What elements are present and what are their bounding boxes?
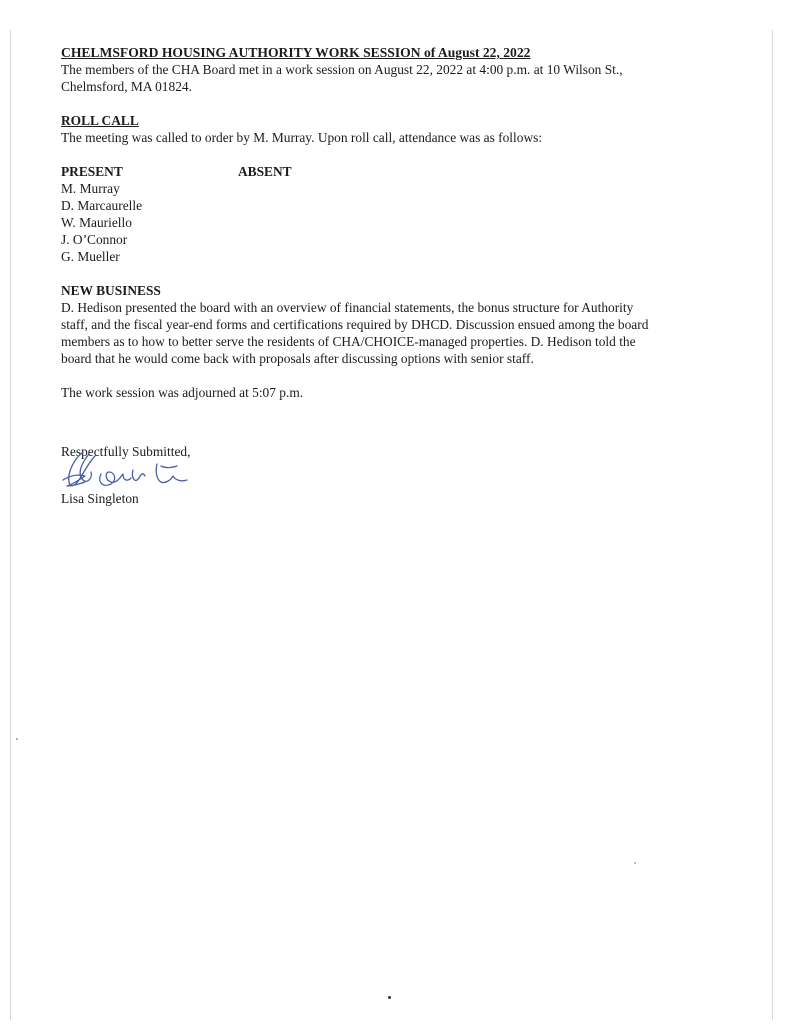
present-column [61,163,142,265]
intro-line-1: The members of the CHA Board met in a work session on August 22, 2022 at 4:00 p.m. at 10 Wilson St., [61,62,623,77]
scan-speck [388,996,391,999]
present-member: J. O’Connor [61,232,128,247]
closing-text: Respectfully Submitted, [61,444,191,459]
present-member: D. Marcaurelle [61,198,143,213]
new-business-line-1: D. Hedison presented the board with an overview of financial statements, the bonus structure for Authority [61,300,634,315]
new-business-line-2: staff, and the fiscal year-end forms and certifications required by DHCD. Discussion ensued among the board [61,317,649,332]
new-business-line-4: board that he would come back with proposals after discussing options with senior staff. [61,351,534,366]
adjournment-text: The work session was adjourned at 5:07 p.m. [61,385,304,400]
document-title: CHELMSFORD HOUSING AUTHORITY WORK SESSION of August 22, 2022 [61,45,531,60]
handwritten-signature [61,450,201,490]
roll-call-heading: ROLL CALL [61,113,139,128]
absent-heading: ABSENT [238,164,292,179]
intro-line-2: Chelmsford, MA 01824. [61,79,192,94]
scan-edge-left [10,30,11,1020]
new-business-heading: NEW BUSINESS [61,283,161,298]
scan-speck [634,862,636,864]
present-member: W. Mauriello [61,215,132,230]
absent-column [238,163,292,180]
present-member: M. Murray [61,181,120,196]
signer-name: Lisa Singleton [61,491,139,506]
new-business-line-3: members as to how to better serve the residents of CHA/CHOICE-managed properties. D. Hedison told the [61,334,636,349]
scan-speck [16,738,18,740]
present-member: G. Mueller [61,249,120,264]
roll-call-text: The meeting was called to order by M. Murray. Upon roll call, attendance was as follows: [61,130,543,145]
attendance-block [61,163,741,265]
present-heading: PRESENT [61,164,123,179]
scan-edge-right [772,30,773,1020]
document-page [61,44,741,507]
